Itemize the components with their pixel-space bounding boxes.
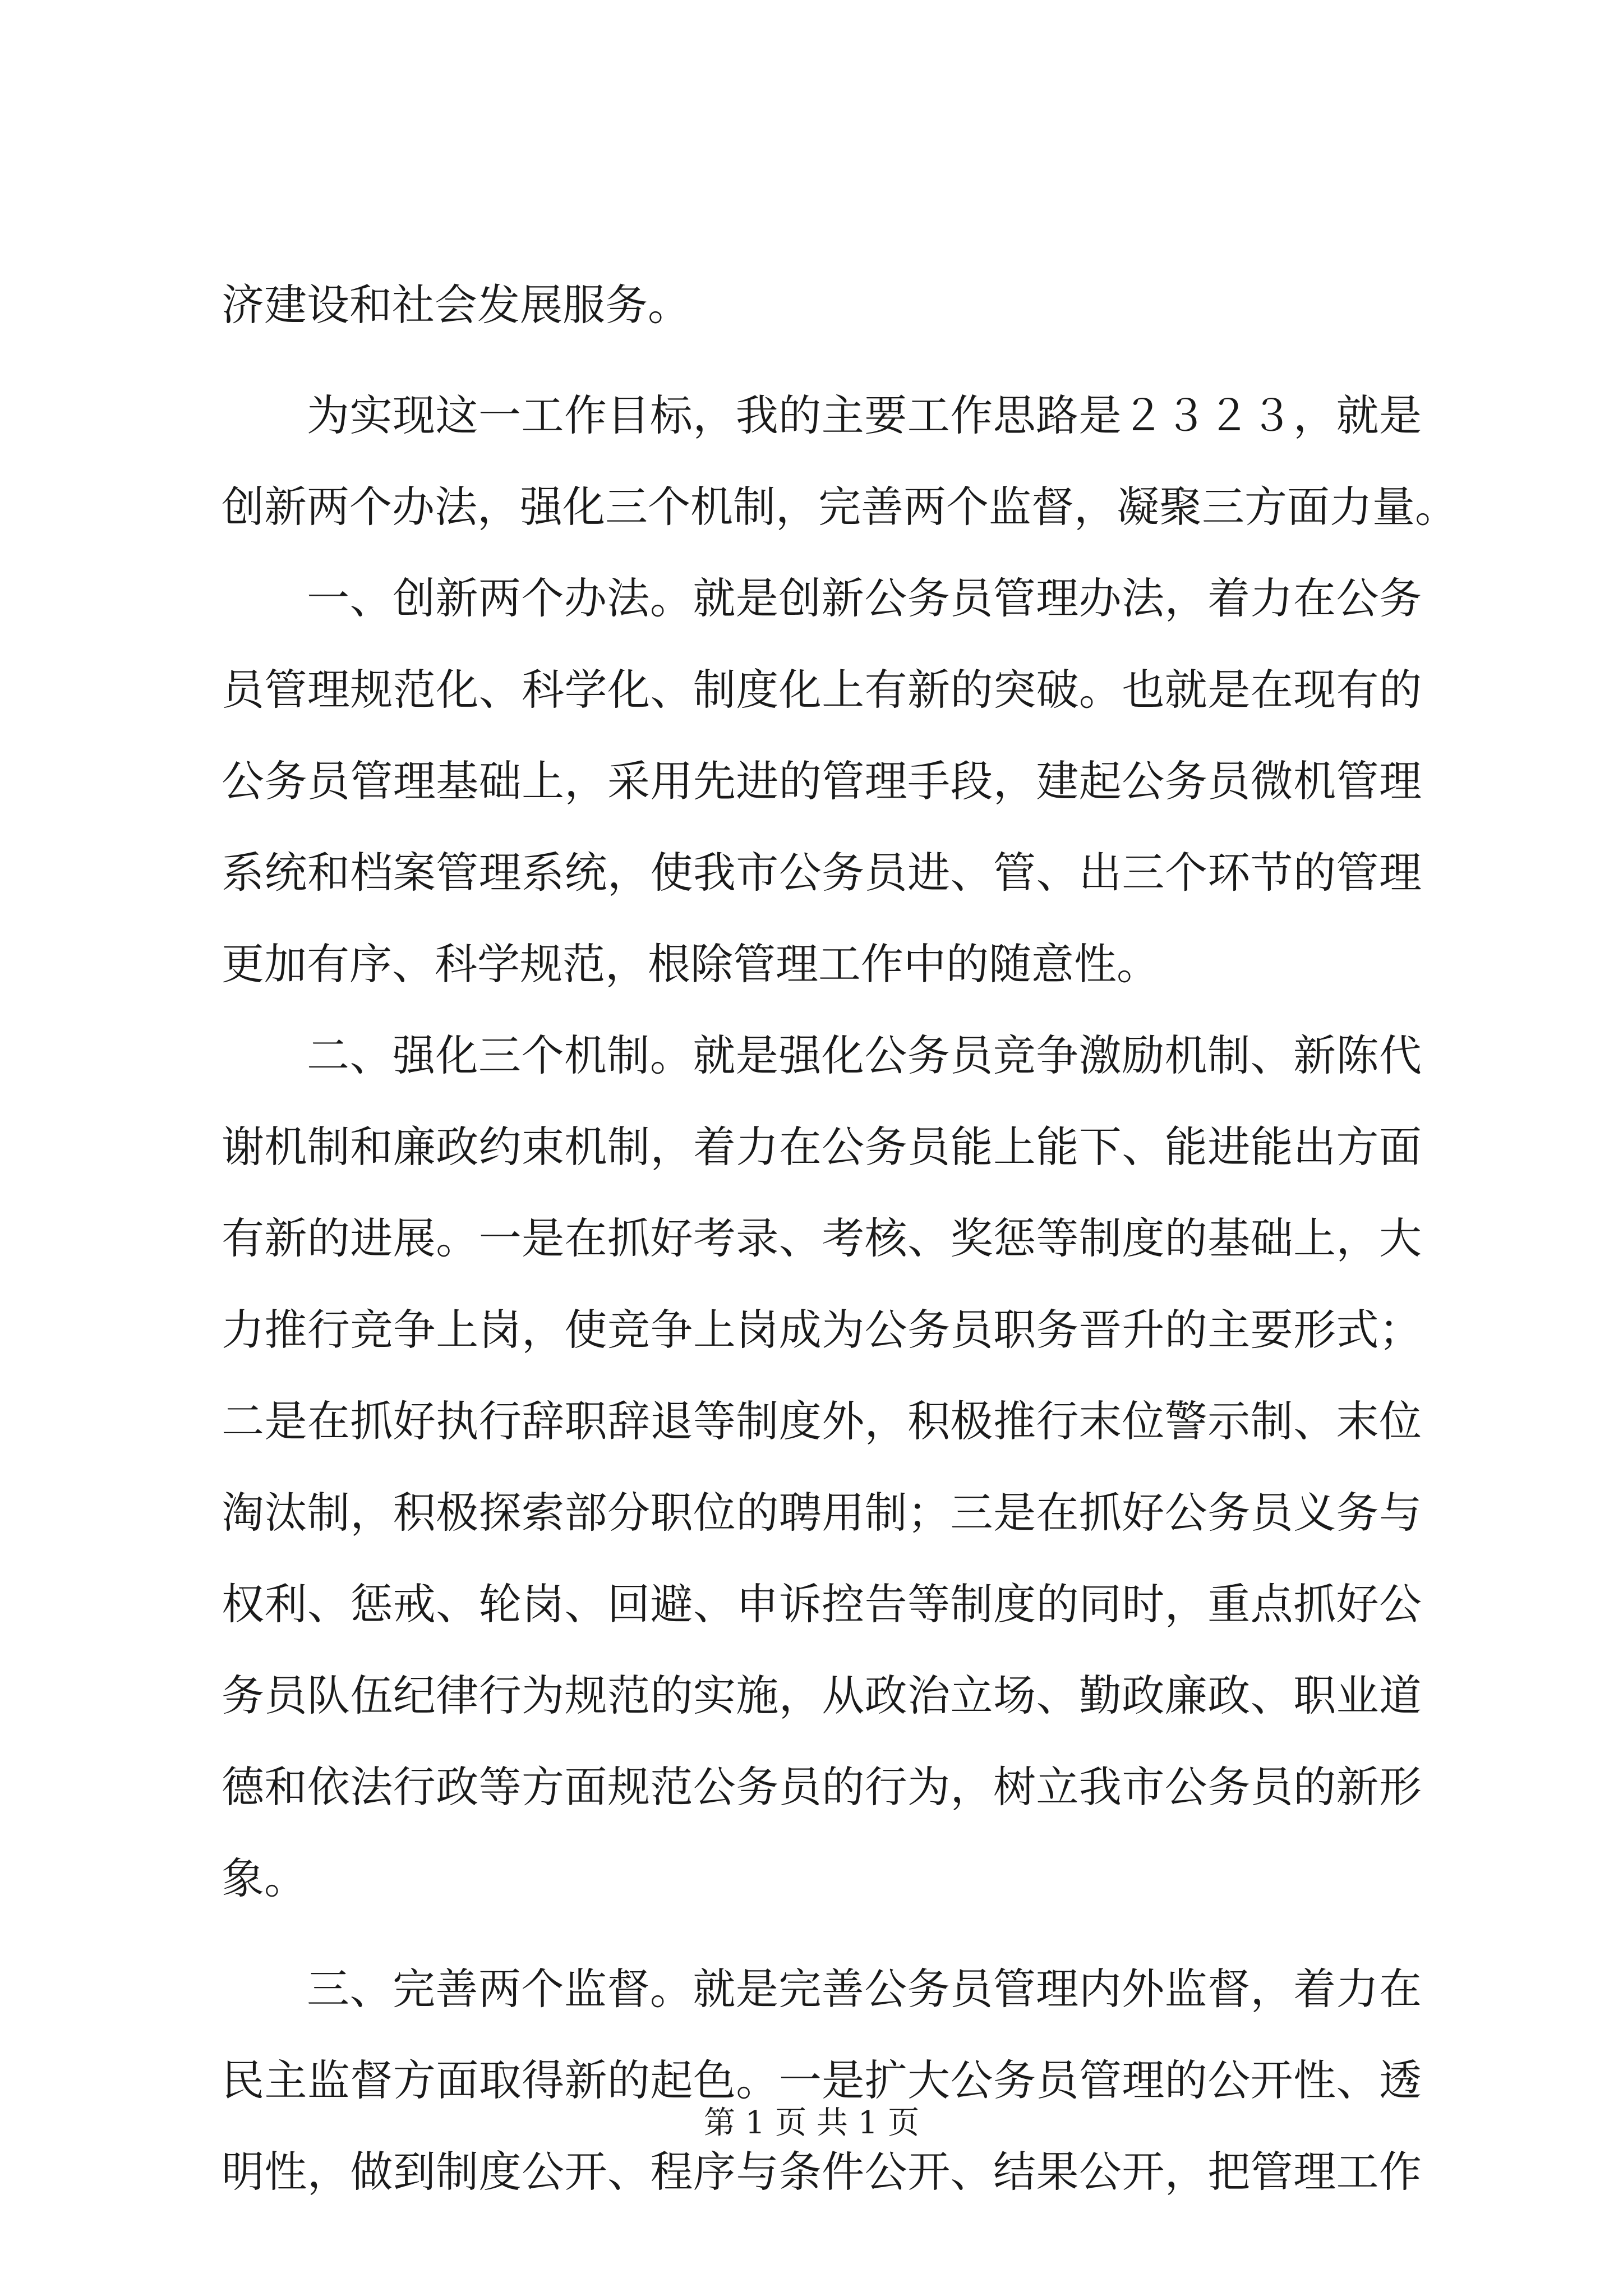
text-line: 三、完善两个监督。就是完善公务员管理内外监督，着力在 [307,1964,1422,2014]
text-line: 权利、惩戒、轮岗、回避、申诉控告等制度的同时，重点抓好公 [222,1579,1422,1629]
text-line: 明性，做到制度公开、程序与条件公开、结果公开，把管理工作 [222,2147,1422,2197]
text-line: 创新两个办法，强化三个机制，完善两个监督，凝聚三方面力量。 [222,482,1458,532]
text-line: 谢机制和廉政约束机制，着力在公务员能上能下、能进能出方面 [222,1122,1422,1172]
text-line: 系统和档案管理系统，使我市公务员进、管、出三个环节的管理 [222,848,1422,898]
text-line: 民主监督方面取得新的起色。一是扩大公务员管理的公开性、透 [222,2055,1422,2105]
text-line: 一、创新两个办法。就是创新公务员管理办法，着力在公务 [307,573,1422,623]
text-line: 为实现这一工作目标，我的主要工作思路是２３２３，就是 [307,390,1422,440]
text-line: 象。 [222,1853,307,1903]
text-line: 员管理规范化、科学化、制度化上有新的突破。也就是在现有的 [222,665,1422,715]
text-line: 更加有序、科学规范，根除管理工作中的随意性。 [222,939,1159,989]
text-line: 公务员管理基础上，采用先进的管理手段，建起公务员微机管理 [222,756,1422,806]
text-line: 济建设和社会发展服务。 [222,280,690,330]
text-line: 德和依法行政等方面规范公务员的行为，树立我市公务员的新形 [222,1762,1422,1812]
text-line: 务员队伍纪律行为规范的实施，从政治立场、勤政廉政、职业道 [222,1671,1422,1720]
text-line: 淘汰制，积极探索部分职位的聘用制；三是在抓好公务员义务与 [222,1488,1422,1538]
text-line: 二是在抓好执行辞职辞退等制度外，积极推行末位警示制、末位 [222,1396,1422,1446]
page-number-footer: 第 1 页 共 1 页 [703,2105,920,2141]
text-line: 有新的进展。一是在抓好考录、考核、奖惩等制度的基础上，大 [222,1213,1422,1263]
text-line: 力推行竞争上岗，使竞争上岗成为公务员职务晋升的主要形式； [222,1305,1422,1355]
text-line: 二、强化三个机制。就是强化公务员竞争激励机制、新陈代 [307,1030,1422,1080]
document-body [222,259,1458,2217]
